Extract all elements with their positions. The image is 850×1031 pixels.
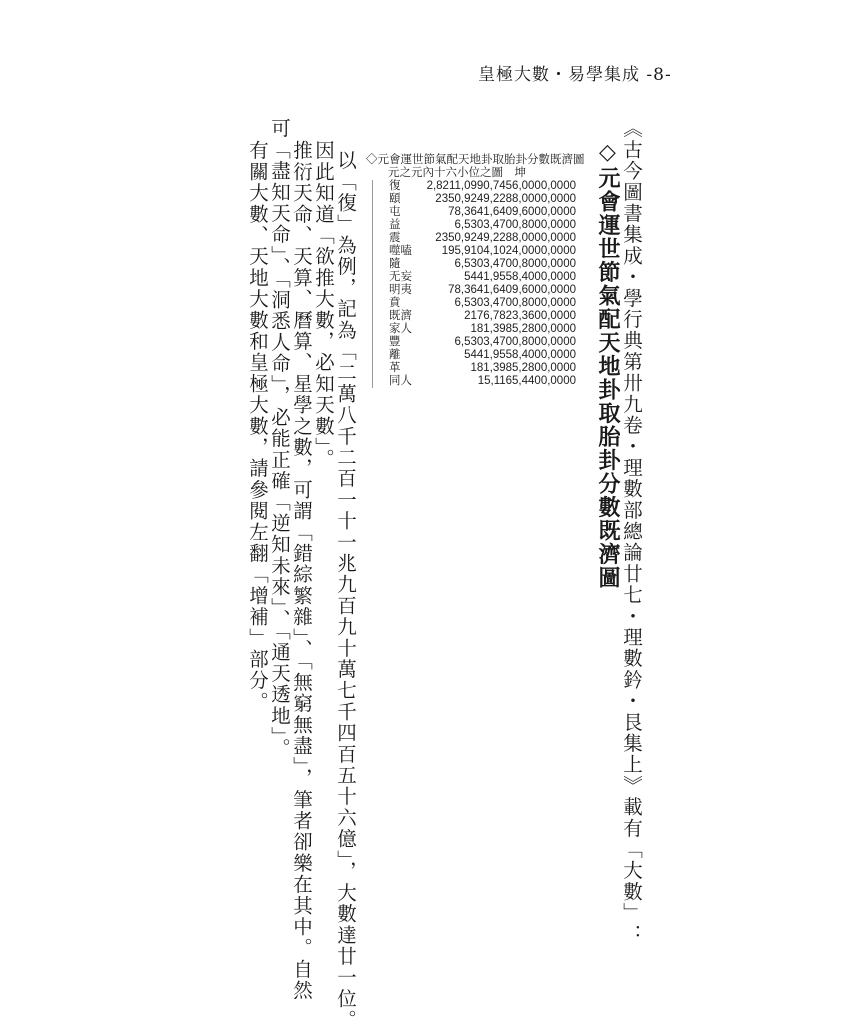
- figure-row: [389, 362, 576, 375]
- figure-row: [389, 180, 576, 193]
- paragraph-deduction: 推衍天命、天算、曆算、星學之數，可謂「錯綜繁雜」、「無窮無盡」，筆者卻樂在其中。自然: [290, 140, 313, 1002]
- hexagram-name: 豐: [389, 336, 401, 348]
- section-heading: ◇元會運世節氣配天地卦取胎卦分數既濟圖: [595, 140, 620, 590]
- figure-row: [389, 271, 576, 284]
- hexagram-value: 2,8211,0990,7456,0000,0000: [426, 180, 576, 192]
- paragraph-source: 《古今圖書集成・學行典第卅九卷・理數部總論廿七・理數鈐・艮集上》載有「大數」：: [620, 118, 643, 945]
- hexagram-value: 78,3641,6409,6000,0000: [448, 206, 576, 218]
- hexagram-name: 復: [389, 180, 401, 192]
- hexagram-value: 2350,9249,2288,0000,0000: [435, 193, 576, 205]
- hexagram-value: 6,5303,4700,8000,0000: [454, 297, 576, 309]
- figure-row: [389, 297, 576, 310]
- hexagram-value: 195,9104,1024,0000,0000: [441, 245, 576, 257]
- figure-title: ◇元會運世節氣配天地卦取胎卦分數既濟圖: [366, 154, 585, 166]
- hexagram-name: 革: [389, 362, 401, 374]
- figure-row: [389, 375, 576, 388]
- hexagram-name: 噬嗑: [389, 245, 412, 257]
- hexagram-name: 无妄: [389, 271, 412, 283]
- figure-row: [389, 206, 576, 219]
- hexagram-name: 屯: [389, 206, 401, 218]
- hexagram-value: 5441,9558,4000,0000: [464, 271, 576, 283]
- hexagram-name: 隨: [389, 258, 401, 270]
- hexagram-name: 明夷: [389, 284, 412, 296]
- figure-row: [389, 349, 576, 362]
- hexagram-name: 頤: [389, 193, 401, 205]
- figure-table: [366, 154, 585, 388]
- figure-row: [389, 245, 576, 258]
- page-number: -8-: [646, 65, 672, 85]
- hexagram-value: 78,3641,6409,6000,0000: [448, 284, 576, 296]
- figure-row: [389, 284, 576, 297]
- hexagram-name: 震: [389, 232, 401, 244]
- figure-row: [389, 323, 576, 336]
- hexagram-name: 賁: [389, 297, 401, 309]
- figure-rows: [372, 180, 576, 388]
- hexagram-value: 2350,9249,2288,0000,0000: [435, 232, 576, 244]
- hexagram-value: 6,5303,4700,8000,0000: [454, 258, 576, 270]
- running-header: [478, 60, 672, 85]
- book-title: 皇極大數・易學集成: [478, 65, 640, 85]
- hexagram-value: 181,3985,2800,0000: [470, 362, 576, 374]
- hexagram-value: 15,1165,4400,0000: [477, 375, 576, 387]
- figure-row: [389, 232, 576, 245]
- figure-row: [389, 336, 576, 349]
- figure-subtitle: 元之元內十六小位之圖 坤: [388, 167, 526, 179]
- paragraph-reference: 有關大數、天地大數和皇極大數，請參閱左翻「增補」部分。: [246, 140, 269, 713]
- hexagram-value: 181,3985,2800,0000: [470, 323, 576, 335]
- paragraph-deduction-cont: 可「盡知天命」、「洞悉人命」，必能正確「逆知未來」、「通天透地」。: [268, 118, 291, 760]
- figure-row: [389, 193, 576, 206]
- hexagram-value: 6,5303,4700,8000,0000: [454, 336, 576, 348]
- hexagram-value: 2176,7823,3600,0000: [464, 310, 576, 322]
- hexagram-name: 家人: [389, 323, 412, 335]
- hexagram-name: 離: [389, 349, 401, 361]
- paragraph-conclusion: 因此知道「欲推大數，必知天數」。: [312, 140, 335, 470]
- paragraph-example: 以「復」為例，記為「二萬八千二百一十一兆九百九十萬七千四百五十六億」，大數達廿一位。: [334, 150, 357, 1031]
- hexagram-value: 5441,9558,4000,0000: [464, 349, 576, 361]
- hexagram-name: 益: [389, 219, 401, 231]
- figure-row: [389, 219, 576, 232]
- hexagram-value: 6,5303,4700,8000,0000: [454, 219, 576, 231]
- figure-row: [389, 310, 576, 323]
- figure-row: [389, 258, 576, 271]
- hexagram-name: 同人: [389, 375, 412, 387]
- hexagram-name: 既濟: [389, 310, 412, 322]
